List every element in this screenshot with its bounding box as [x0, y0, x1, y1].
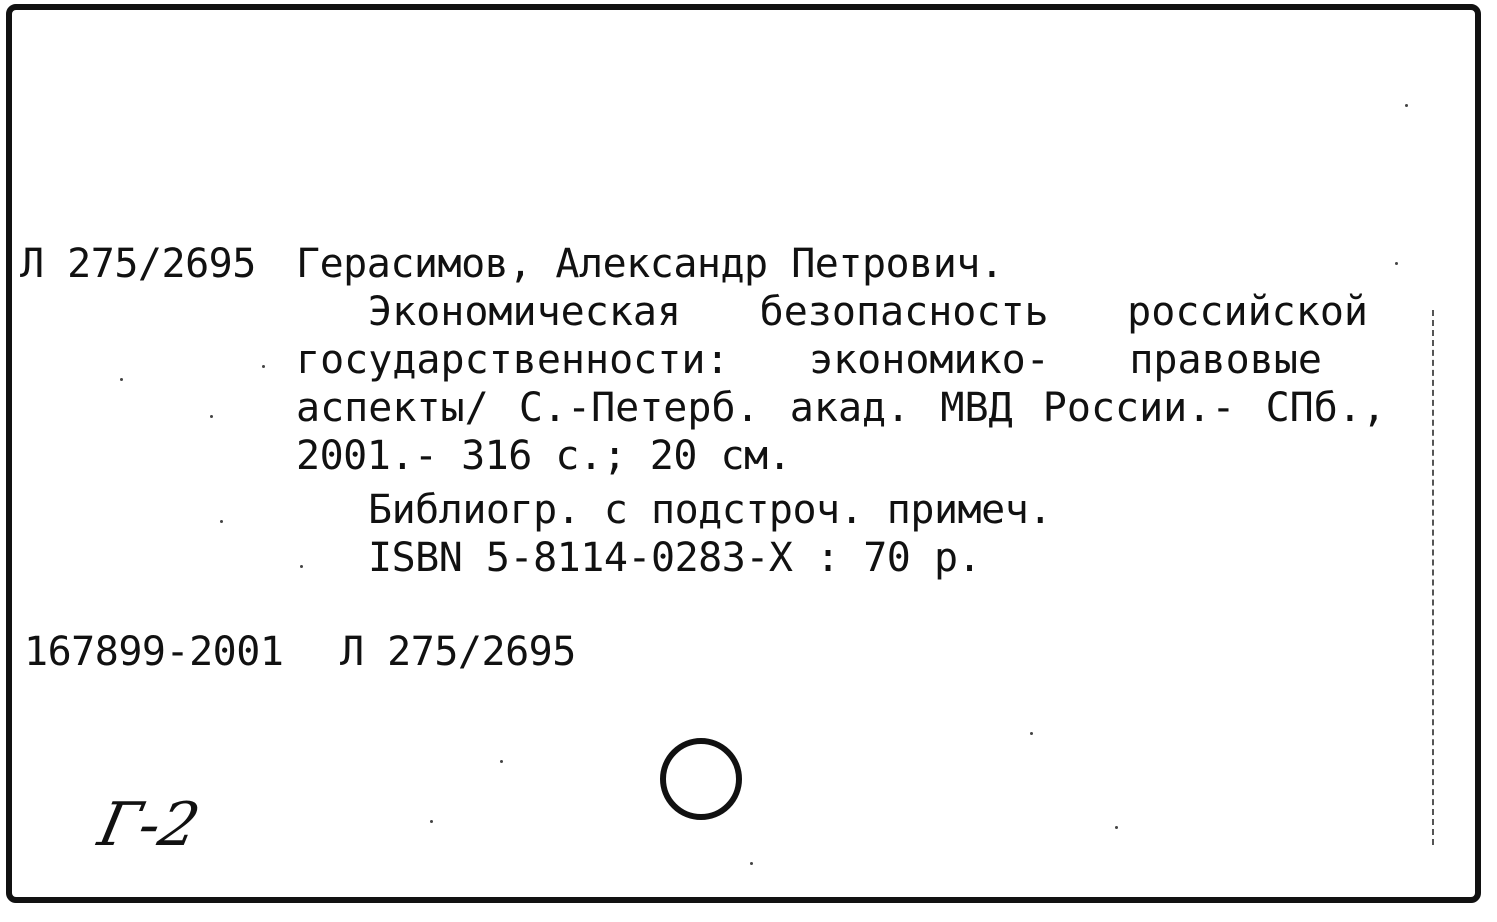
card-punch-hole — [660, 738, 742, 820]
margin-dashed-line — [1432, 310, 1434, 845]
scan-speck — [1395, 262, 1398, 265]
scan-speck — [1030, 732, 1033, 735]
bibliography-note: Библиогр. с подстроч. примеч. — [368, 487, 1052, 533]
author-heading: Герасимов, Александр Петрович. — [296, 241, 1004, 287]
scan-speck — [500, 760, 503, 763]
scan-speck — [1115, 826, 1118, 829]
isbn-line: ISBN 5-8114-0283-X : 70 р. — [368, 535, 982, 581]
title-line-1: Экономическая безопасность российской — [368, 289, 1368, 335]
scan-speck — [1405, 104, 1408, 107]
scan-speck — [300, 565, 303, 568]
scan-speck — [750, 862, 753, 865]
title-line-2: государственности: экономико- правовые — [296, 337, 1322, 383]
scan-speck — [262, 365, 265, 368]
scan-speck — [210, 415, 213, 418]
inventory-number: 167899-2001 — [24, 629, 284, 675]
scan-speck — [430, 820, 433, 823]
imprint-line: 2001.- 316 с.; 20 см. — [296, 433, 792, 479]
call-number: Л 275/2695 — [20, 241, 256, 287]
scan-speck — [120, 378, 123, 381]
handwritten-mark: Г-2 — [92, 790, 206, 860]
scan-speck — [220, 520, 223, 523]
footer-call-number: Л 275/2695 — [340, 629, 576, 675]
title-line-3: аспекты/ С.-Петерб. акад. МВД России.- СПб., — [296, 385, 1386, 431]
